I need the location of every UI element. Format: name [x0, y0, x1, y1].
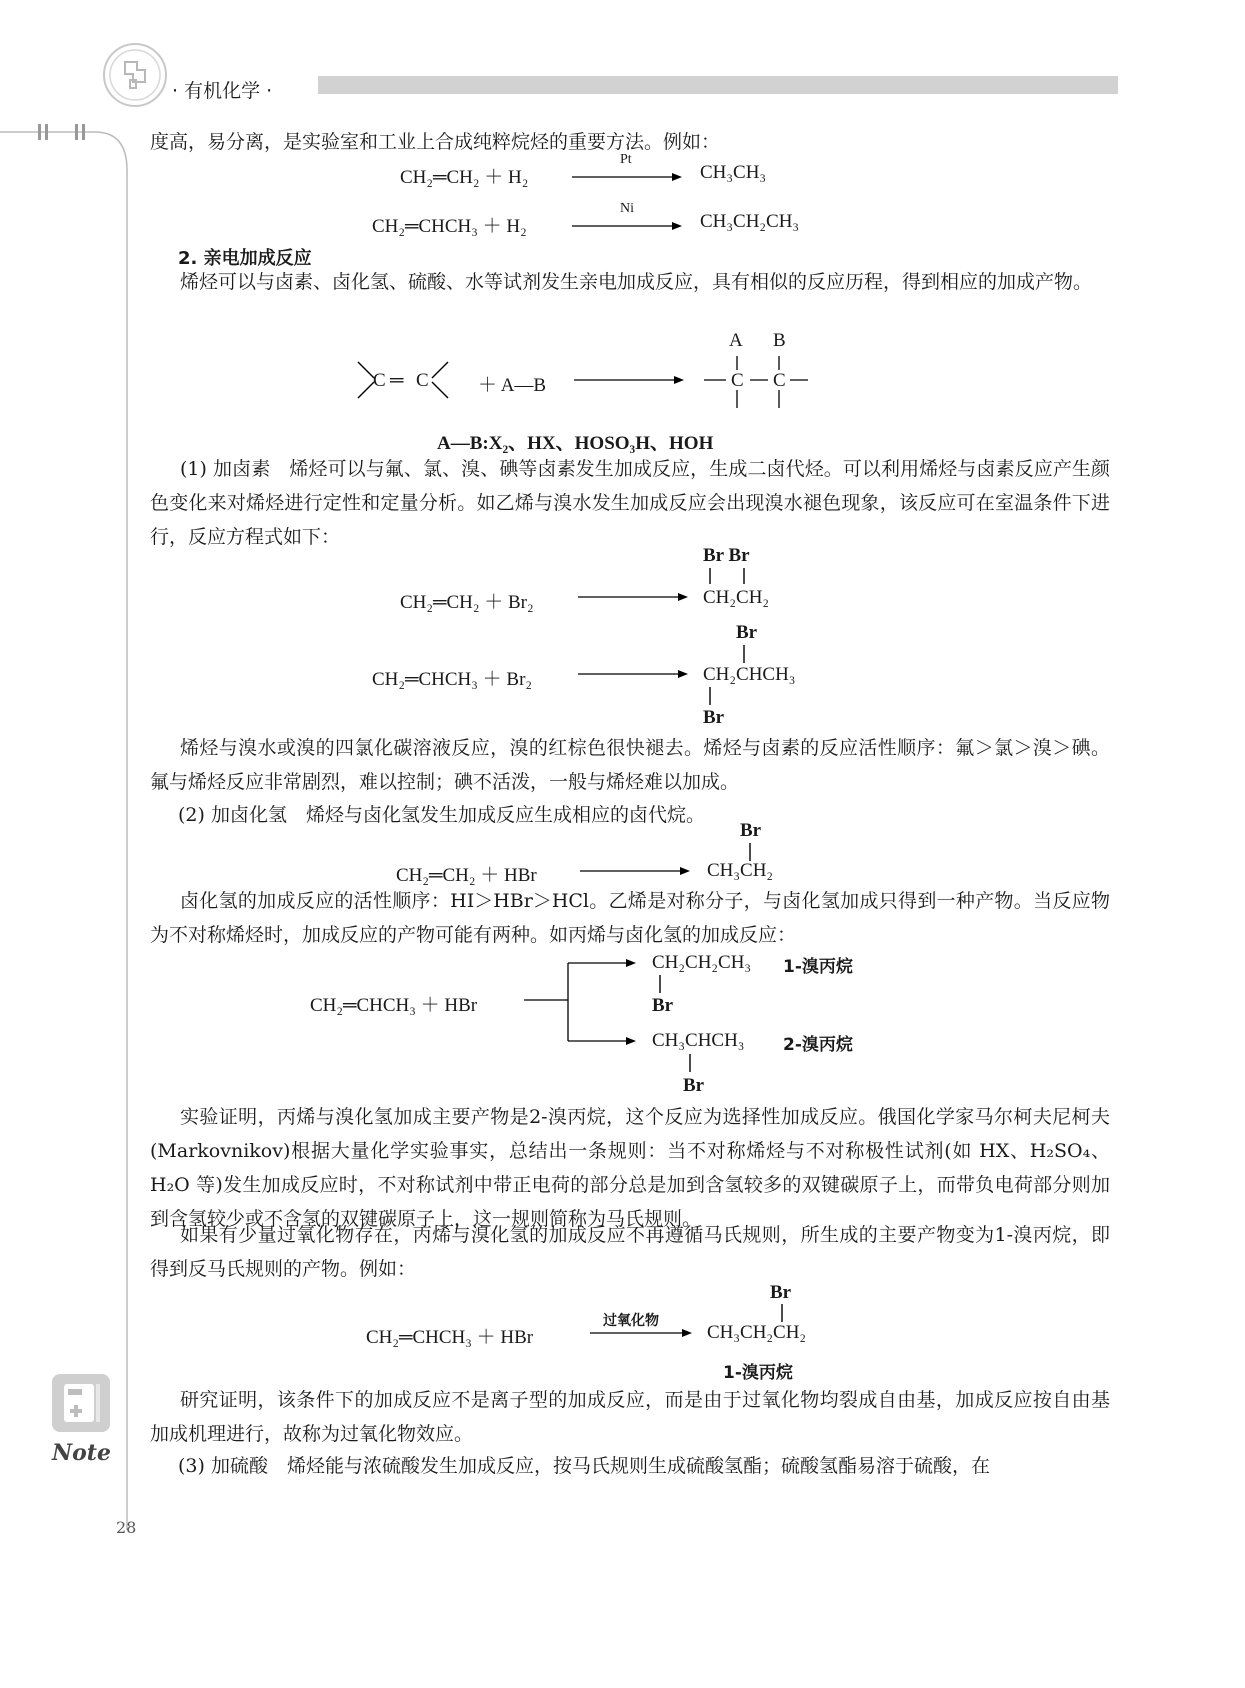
product-c2: C	[773, 370, 786, 391]
r2-arrow	[572, 221, 684, 231]
r5-br-top: Br	[740, 820, 762, 841]
r6-product-2-br: Br	[683, 1075, 705, 1096]
reagent-list: A—B:X₂、HX、HOSO₃H、HOH	[437, 433, 714, 454]
halogen-paragraph: (1) 加卤素 烯烃可以与氟、氯、溴、碘等卤素发生加成反应，生成二卤代烃。可以利用烯烃与卤素反应产生颜色变化来对烯烃进行定性和定量分析。如乙烯与溴水发生加成反应会出现溴水褪色现象，该反应可在室温条件下进行，反应方程式如下：	[150, 458, 1110, 548]
alkene-c2: C	[416, 370, 429, 391]
page-number: 28	[116, 1518, 137, 1537]
r1-arrow	[572, 172, 684, 182]
r7-product: CH₃CH₂CH₂	[707, 1322, 807, 1343]
r5-reactants: CH₂═CH₂ ＋ HBr	[396, 865, 537, 886]
section-2-paragraph: 烯烃可以与卤素、卤化氢、硫酸、水等试剂发生亲电加成反应，具有相似的反应历程，得到相应的加成产物。	[180, 271, 1093, 293]
r2-product: CH₃CH₂CH₃	[700, 211, 800, 232]
r6-product-2: CH₃CHCH₃	[652, 1030, 745, 1051]
peroxide-paragraph: 如果有少量过氧化物存在，丙烯与溴化氢的加成反应不再遵循马氏规则，所生成的主要产物变为1-溴丙烷，即得到反马氏规则的产物。例如：	[150, 1224, 1110, 1280]
r7-br-top: Br	[770, 1282, 792, 1303]
header-bar	[318, 76, 1118, 94]
notebook-icon	[50, 1372, 112, 1434]
r7-product-name: 1-溴丙烷	[723, 1363, 793, 1383]
r1-reactants: CH₂═CH₂ ＋ H₂	[400, 167, 529, 188]
r2-reactants: CH₂═CHCH₃ ＋ H₂	[372, 216, 527, 237]
halogen-reactivity-paragraph: 烯烃与溴水或溴的四氯化碳溶液反应，溴的红棕色很快褪去。烯烃与卤素的反应活性顺序：氟＞氯＞溴＞碘。氟与烯烃反应非常剧烈，难以控制；碘不活泼，一般与烯烃难以加成。	[150, 737, 1110, 793]
r3-reactants: CH₂═CH₂ ＋ Br₂	[400, 592, 534, 613]
r2-catalyst: Ni	[620, 201, 634, 216]
general-arrow	[574, 375, 686, 385]
r4-arrow	[578, 669, 690, 679]
r6-product-1: CH₂CH₂CH₃	[652, 952, 752, 973]
r3-arrow	[578, 592, 690, 602]
r4-reactants: CH₂═CHCH₃ ＋ Br₂	[372, 669, 533, 690]
r5-arrow	[580, 866, 692, 876]
r4-br-top: Br	[736, 622, 758, 643]
radical-paragraph: 研究证明，该条件下的加成反应不是离子型的加成反应，而是由于过氧化物均裂成自由基，加成反应按自由基加成机理进行，故称为过氧化物效应。	[150, 1389, 1110, 1445]
r6-product-1-bond	[650, 973, 670, 995]
r6-product-1-name: 1-溴丙烷	[783, 957, 853, 977]
r4-product: CH₂CHCH₃	[703, 664, 796, 685]
alkene-bonds	[354, 358, 454, 403]
hx-reactivity-paragraph: 卤化氢的加成反应的活性顺序：HI＞HBr＞HCl。乙烯是对称分子，与卤化氢加成只得到一种产物。当反应物为不对称烯烃时，加成反应的产物可能有两种。如丙烯与卤化氢的加成反应：	[150, 890, 1110, 946]
r7-condition: 过氧化物	[603, 1313, 659, 1329]
r4-br-bottom: Br	[703, 707, 725, 728]
markovnikov-paragraph: 实验证明，丙烯与溴化氢加成主要产物是2-溴丙烷，这个反应为选择性加成反应。俄国化学家马尔柯夫尼柯夫(Markovnikov)根据大量化学实验事实，总结出一条规则：当不对称烯烃与不对称极性试剂(如 HX、H₂SO₄、H₂O 等)发生加成反应时，不对称试剂中带正电荷的部分总是加到含氢较多的双键碳原子上，而带负电荷部分则加到含氢较少或不含氢的双键碳原子上，这一规则简称为马氏规则。	[150, 1106, 1110, 1230]
product-bonds	[700, 340, 815, 420]
sulfuric-acid-paragraph: (3) 加硫酸 烯烃能与浓硫酸发生加成反应，按马氏规则生成硫酸氢酯；硫酸氢酯易溶于硫酸，在	[178, 1455, 990, 1477]
reagent-ab: ＋ A—B	[478, 375, 547, 396]
intro-text: 度高，易分离，是实验室和工业上合成纯粹烷烃的重要方法。例如：	[150, 131, 721, 153]
r6-branch-arrows	[524, 955, 644, 1050]
r5-product: CH₃CH₂	[707, 860, 774, 881]
r1-product: CH₃CH₃	[700, 162, 767, 183]
r7-reactants: CH₂═CHCH₃ ＋ HBr	[366, 1327, 534, 1348]
r3-br-bonds	[700, 566, 760, 586]
r3-product: CH₂CH₂	[703, 587, 770, 608]
r6-product-2-name: 2-溴丙烷	[783, 1035, 853, 1055]
section-2-heading: 2. 亲电加成反应	[178, 248, 312, 269]
product-c1: C	[731, 370, 744, 391]
hx-intro: (2) 加卤化氢 烯烃与卤化氢发生加成反应生成相应的卤代烷。	[178, 804, 705, 826]
logo-emblem-icon	[100, 40, 170, 110]
header-section-title: · 有机化学 ·	[172, 80, 273, 102]
r6-product-1-br: Br	[652, 995, 674, 1016]
r6-product-2-bond	[680, 1052, 700, 1074]
alkene-c1: C	[373, 370, 386, 391]
note-label: Note	[52, 1440, 111, 1466]
margin-line-decoration	[0, 120, 140, 1530]
r7-br-bond	[772, 1302, 792, 1324]
product-b: B	[773, 330, 786, 351]
product-a: A	[729, 330, 743, 351]
r1-catalyst: Pt	[620, 152, 632, 167]
alkene-double-bond: ═	[390, 370, 404, 391]
r7-arrow	[590, 1328, 694, 1338]
r3-br-top: Br Br	[703, 545, 750, 566]
r6-reactants: CH₂═CHCH₃ ＋ HBr	[310, 995, 478, 1016]
